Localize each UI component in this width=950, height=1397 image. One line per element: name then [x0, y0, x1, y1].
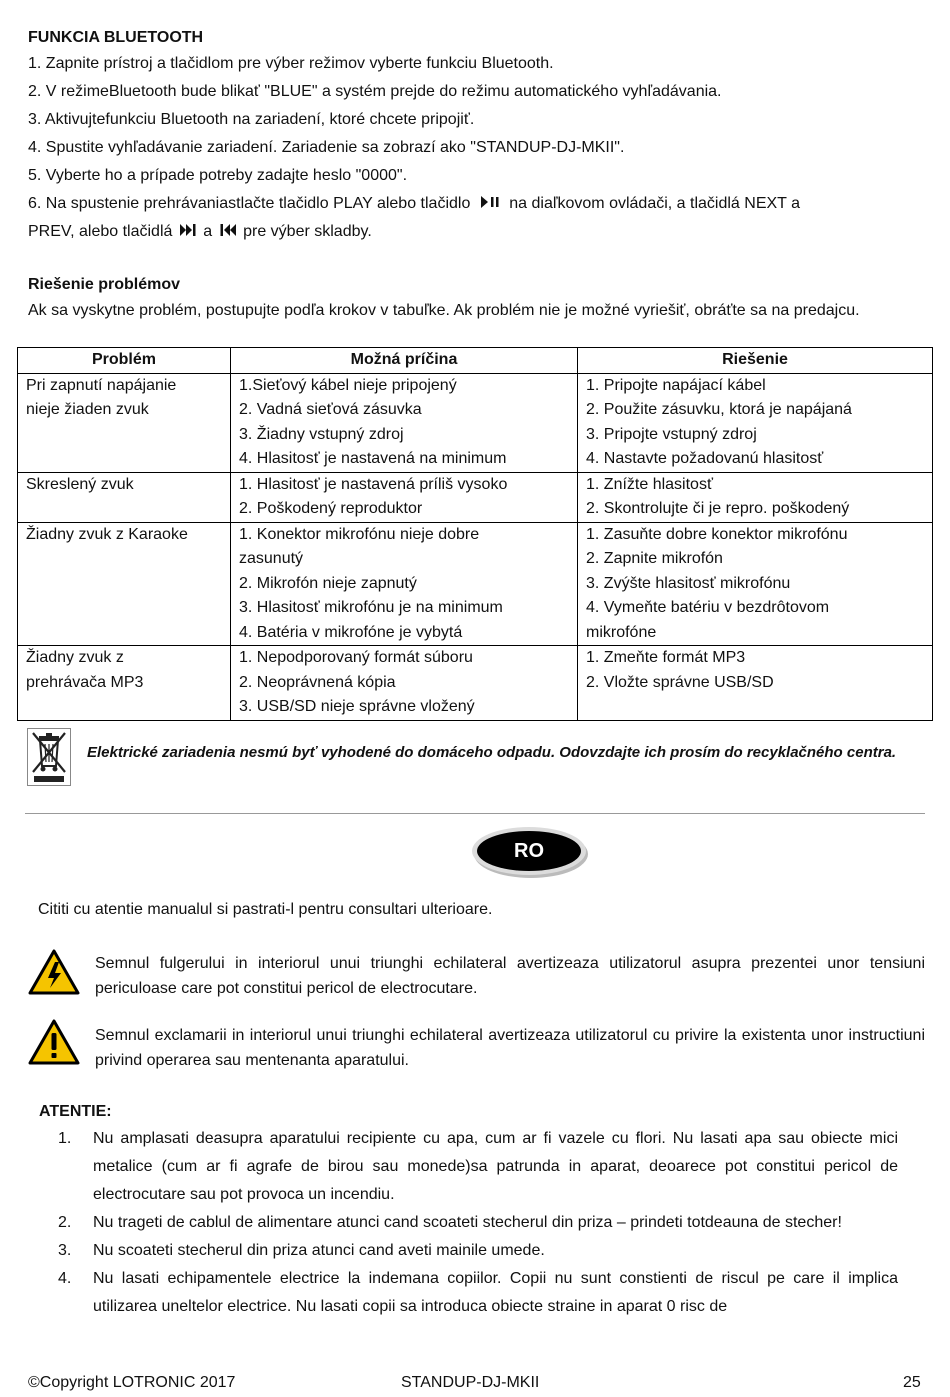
list-item: [58, 1237, 898, 1265]
cell-line: 1. Znížte hlasitosť: [586, 475, 713, 493]
weee-recycle-bin-icon: [27, 728, 71, 786]
cell-line: 1. Zasuňte dobre konektor mikrofónu: [586, 525, 848, 543]
list-item-number: 4.: [58, 1270, 72, 1287]
cell-line: 1. Hlasitosť je nastavená príliš vysoko: [239, 475, 508, 493]
cell-line: 4. Nastavte požadovanú hlasitosť: [586, 450, 824, 467]
cell-line: 1. Zmeňte formát MP3: [586, 649, 746, 666]
list-item-number: 3.: [58, 1242, 72, 1259]
footer-model: STANDUP-DJ-MKII: [401, 1374, 540, 1391]
troubleshooting-heading: Riešenie problémov: [28, 276, 181, 293]
header-problem: Problém: [18, 348, 231, 374]
step6-part-e: pre výber skladby.: [243, 223, 372, 240]
bluetooth-step: 5. Vyberte ho a prípade potreby zadajte heslo "0000".: [28, 167, 408, 184]
step6-part-b: na diaľkovom ovládači, a tlačidlá NEXT a: [509, 195, 800, 212]
lightning-warning-text: Semnul fulgerului in interiorul unui triunghi echilateral avertizeaza utilizatorul asupra prezentei unor tensiuni periculoase care pot constitui pericol de electrocutare.: [95, 955, 925, 997]
list-item-text: Nu scoateti stecherul din priza atunci cand aveti mainile umede.: [93, 1242, 545, 1259]
bluetooth-step: 2. V režimeBluetooth bude blikať "BLUE" a systém prejde do režimu automatického vyhľadávania.: [28, 83, 722, 100]
cell-line: 3. USB/SD nieje správne vložený: [239, 698, 475, 715]
language-badge-label: RO: [514, 840, 544, 862]
ro-intro: Cititi cu atentie manualul si pastrati-l pentru consultari ulterioare.: [38, 901, 493, 918]
step6-part-d: a: [203, 223, 213, 240]
footer-page-number: 25: [903, 1374, 921, 1391]
cell-line: 2. Poškodený reproduktor: [239, 500, 423, 517]
list-item: [58, 1209, 898, 1237]
bluetooth-step: 1. Zapnite prístroj a tlačidlom pre výber režimov vyberte funkciu Bluetooth.: [28, 55, 554, 72]
atentie-heading: ATENTIE:: [39, 1103, 112, 1120]
cause-cell: [231, 472, 578, 522]
cell-line: Pri zapnutí napájanie: [26, 376, 177, 394]
exclamation-warning-icon: [28, 1019, 80, 1065]
solution-cell: [578, 522, 933, 646]
cell-line: 3. Hlasitosť mikrofónu je na minimum: [239, 599, 503, 616]
list-item-number: 1.: [58, 1130, 72, 1147]
cell-line: 4. Hlasitosť je nastavená na minimum: [239, 450, 507, 467]
exclamation-warning-text: Semnul exclamarii in interiorul unui triunghi echilateral avertizeaza utilizatorul cu privire la existenta unor instructiuni privind operarea sau mentenanta aparatului.: [95, 1027, 925, 1069]
header-solution: Riešenie: [578, 348, 933, 374]
cell-line: zasunutý: [239, 550, 304, 567]
play-pause-icon: [479, 195, 501, 209]
step6-part-c: PREV, alebo tlačidlá: [28, 223, 173, 240]
next-track-icon: [179, 223, 197, 237]
cell-line: 4. Batéria v mikrofóne je vybytá: [239, 623, 463, 641]
problem-cell: [18, 373, 231, 472]
troubleshooting-section: [28, 272, 928, 323]
footer-copyright: ©Copyright LOTRONIC 2017: [28, 1374, 236, 1391]
cell-line: 2. Vložte správne USB/SD: [586, 673, 774, 691]
table-header-row: [18, 348, 933, 374]
cell-line: Žiadny zvuk z Karaoke: [26, 525, 188, 543]
section-divider: [25, 813, 925, 814]
troubleshooting-table: [17, 347, 933, 721]
list-item-text: Nu trageti de cablul de alimentare atunci cand scoateti stecherul din priza – prindeti totdeauna de stecher!: [93, 1214, 842, 1231]
atentie-list: [58, 1125, 898, 1321]
cell-line: 1. Konektor mikrofónu nieje dobre: [239, 525, 480, 543]
cell-line: 2. Vadná sieťová zásuvka: [239, 401, 422, 418]
cell-line: 2. Skontrolujte či je repro. poškodený: [586, 500, 850, 517]
cause-cell: [231, 373, 578, 472]
cell-line: 1. Pripojte napájací kábel: [586, 376, 766, 394]
list-item-text: Nu amplasati deasupra aparatului recipiente cu apa, cum ar fi vazele cu flori. Nu lasati apa sau obiecte mici metalice (cum ar fi agrafe de birou sau monede)sa patrunda in aparat, deoarece pot constitui pericol de electrocutare sau pot provoca un incendiu.: [93, 1130, 898, 1203]
list-item: [58, 1125, 898, 1209]
cell-line: 2. Mikrofón nieje zapnutý: [239, 574, 417, 592]
solution-cell: [578, 373, 933, 472]
previous-track-icon: [219, 223, 237, 237]
table-row: [18, 522, 933, 646]
cell-line: Skreslený zvuk: [26, 475, 134, 493]
header-cause: Možná príčina: [231, 348, 578, 374]
cell-line: 1.Sieťový kábel nieje pripojený: [239, 376, 457, 394]
list-item: [58, 1265, 898, 1321]
cell-line: 2. Zapnite mikrofón: [586, 550, 723, 567]
lightning-warning-icon: [28, 949, 80, 995]
cell-line: 4. Vymeňte batériu v bezdrôtovom: [586, 599, 830, 616]
troubleshooting-intro: Ak sa vyskytne problém, postupujte podľa krokov v tabuľke. Ak problém nie je možné vyriešiť, obráťte sa na predajcu.: [28, 302, 860, 319]
bluetooth-section: [28, 26, 928, 246]
cell-line: 2. Použite zásuvku, ktorá je napájaná: [586, 401, 852, 418]
list-item-text: Nu lasati echipamentele electrice la indemana copiilor. Copii nu sunt constienti de riscul pe care il implica utilizarea uneltelor electrice. Nu lasati copii sa introduca obiecte straine in aparat 0 risc de: [93, 1270, 898, 1315]
weee-notice: Elektrické zariadenia nesmú byť vyhodené do domáceho odpadu. Odovzdajte ich prosím do recyklačného centra.: [87, 744, 897, 761]
cell-line: Žiadny zvuk z: [26, 649, 124, 666]
problem-cell: [18, 522, 231, 646]
cell-line: mikrofóne: [586, 623, 657, 641]
cause-cell: [231, 522, 578, 646]
table-row: [18, 472, 933, 522]
table-row: [18, 373, 933, 472]
cell-line: 2. Neoprávnená kópia: [239, 673, 396, 691]
bluetooth-step: 4. Spustite vyhľadávanie zariadení. Zariadenie sa zobrazí ako "STANDUP-DJ-MKII".: [28, 139, 625, 156]
cell-line: 3. Pripojte vstupný zdroj: [586, 425, 757, 443]
cell-line: 3. Zvýšte hlasitosť mikrofónu: [586, 574, 791, 592]
language-badge: [471, 826, 591, 880]
step6-part-a: 6. Na spustenie prehrávaniastlačte tlačidlo PLAY alebo tlačidlo: [28, 195, 471, 212]
cell-line: 3. Žiadny vstupný zdroj: [239, 425, 404, 443]
problem-cell: [18, 646, 231, 721]
cell-line: nieje žiaden zvuk: [26, 401, 149, 418]
bluetooth-step: 3. Aktivujtefunkciu Bluetooth na zariadení, ktoré chcete pripojiť.: [28, 111, 475, 128]
solution-cell: [578, 646, 933, 721]
bluetooth-step-6: [28, 190, 928, 246]
solution-cell: [578, 472, 933, 522]
cause-cell: [231, 646, 578, 721]
cell-line: prehrávača MP3: [26, 673, 144, 691]
table-row: [18, 646, 933, 721]
list-item-number: 2.: [58, 1214, 72, 1231]
problem-cell: [18, 472, 231, 522]
bluetooth-heading: FUNKCIA BLUETOOTH: [28, 29, 204, 46]
cell-line: 1. Nepodporovaný formát súboru: [239, 649, 473, 666]
